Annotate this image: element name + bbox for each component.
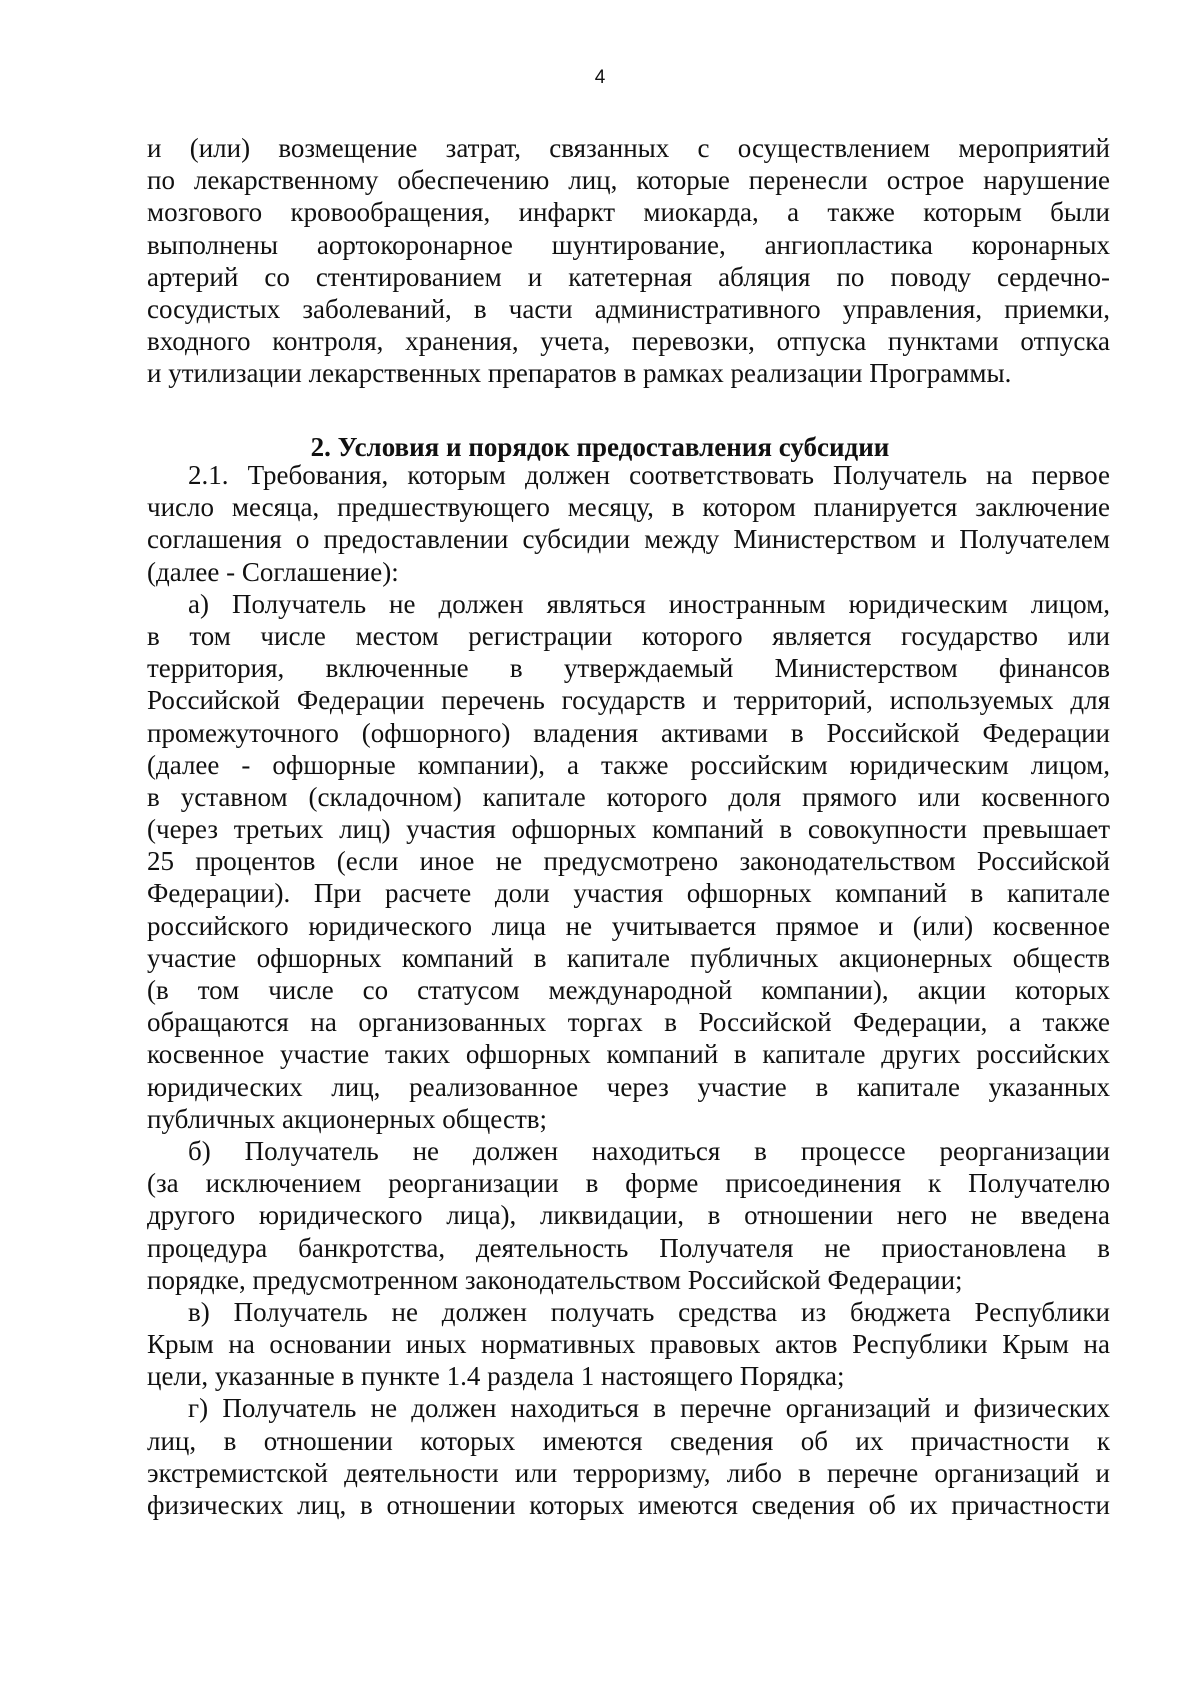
page-number: 4 [594, 67, 606, 88]
text-line: (за исключением реорганизации в форме присоединения к Получателю [147, 1168, 1110, 1199]
text-line: (через третьих лиц) участия офшорных компаний в совокупности превышает [147, 814, 1110, 845]
text-line: и (или) возмещение затрат, связанных с осуществлением мероприятий [147, 133, 1110, 163]
text-line: процедура банкротства, деятельность Получателя не приостановлена в [147, 1232, 1110, 1263]
text-line: выполнены аортокоронарное шунтирование, ангиопластика коронарных [147, 229, 1110, 260]
text-line: Российской Федерации перечень государств и территорий, используемых для [147, 685, 1110, 716]
section-heading: 2. Условия и порядок предоставления субсидии [310, 432, 890, 462]
text-line: артерий со стентированием и катетерная абляция по поводу сердечно- [147, 261, 1110, 292]
text-line: юридических лиц, реализованное через участие в капитале указанных [147, 1071, 1110, 1102]
text-line: физических лиц, в отношении которых имеются сведения об их причастности [147, 1490, 1110, 1520]
text-line: Крым на основании иных нормативных правовых актов Республики Крым на [147, 1329, 1110, 1360]
text-line: другого юридического лица), ликвидации, в отношении него не введена [147, 1200, 1110, 1231]
text-line: соглашения о предоставлении субсидии между Министерством и Получателем [147, 524, 1110, 555]
text-line: обращаются на организованных торгах в Российской Федерации, а также [147, 1007, 1110, 1038]
text-line: экстремистской деятельности или терроризму, либо в перечне организаций и [147, 1457, 1110, 1488]
text-line: 25 процентов (если иное не предусмотрено законодательством Российской [147, 846, 1110, 877]
text-line: цели, указанные в пункте 1.4 раздела 1 настоящего Порядка; [147, 1361, 845, 1392]
paragraph-first-line: б) Получатель не должен находиться в процессе реорганизации [188, 1135, 1110, 1166]
paragraph-first-line: 2.1. Требования, которым должен соответствовать Получатель на первое [188, 460, 1110, 490]
text-line: в уставном (складочном) капитале которого доля прямого или косвенного [147, 781, 1110, 812]
text-line: мозгового кровообращения, инфаркт миокарда, а также которым были [147, 197, 1110, 228]
text-line: (далее - Соглашение): [147, 556, 399, 587]
text-line: косвенное участие таких офшорных компаний в капитале других российских [147, 1039, 1110, 1070]
text-line: число месяца, предшествующего месяцу, в котором планируется заключение [147, 492, 1110, 523]
text-line: территория, включенные в утверждаемый Министерством финансов [147, 653, 1110, 684]
text-line: лиц, в отношении которых имеются сведения об их причастности к [147, 1425, 1110, 1456]
text-line: в том числе местом регистрации которого является государство или [147, 620, 1110, 651]
text-line: входного контроля, хранения, учета, перевозки, отпуска пунктами отпуска [147, 326, 1110, 357]
text-line: публичных акционерных обществ; [147, 1103, 547, 1134]
text-line: сосудистых заболеваний, в части административного управления, приемки, [147, 293, 1110, 324]
text-line: (в том числе со статусом международной компании), акции которых [147, 975, 1110, 1005]
text-line: участие офшорных компаний в капитале публичных акционерных обществ [147, 942, 1110, 973]
paragraph-first-line: а) Получатель не должен являться иностранным юридическим лицом, [188, 588, 1110, 619]
text-line: порядке, предусмотренном законодательством Российской Федерации; [147, 1264, 963, 1295]
paragraph-first-line: г) Получатель не должен находиться в перечне организаций и физических [188, 1393, 1110, 1424]
text-line: промежуточного (офшорного) владения активами в Российской Федерации [147, 717, 1110, 748]
body-text [147, 459, 1110, 1521]
text-line: и утилизации лекарственных препаратов в рамках реализации Программы. [147, 358, 1012, 389]
text-line: (далее - офшорные компании), а также российским юридическим лицом, [147, 749, 1110, 780]
text-line: по лекарственному обеспечению лиц, которые перенесли острое нарушение [147, 165, 1110, 196]
text-line: Федерации). При расчете доли участия офшорных компаний в капитале [147, 878, 1110, 909]
intro-paragraph [147, 132, 1110, 390]
paragraph-first-line: в) Получатель не должен получать средства из бюджета Республики [188, 1296, 1110, 1327]
text-line: российского юридического лица не учитывается прямое и (или) косвенное [147, 910, 1110, 941]
